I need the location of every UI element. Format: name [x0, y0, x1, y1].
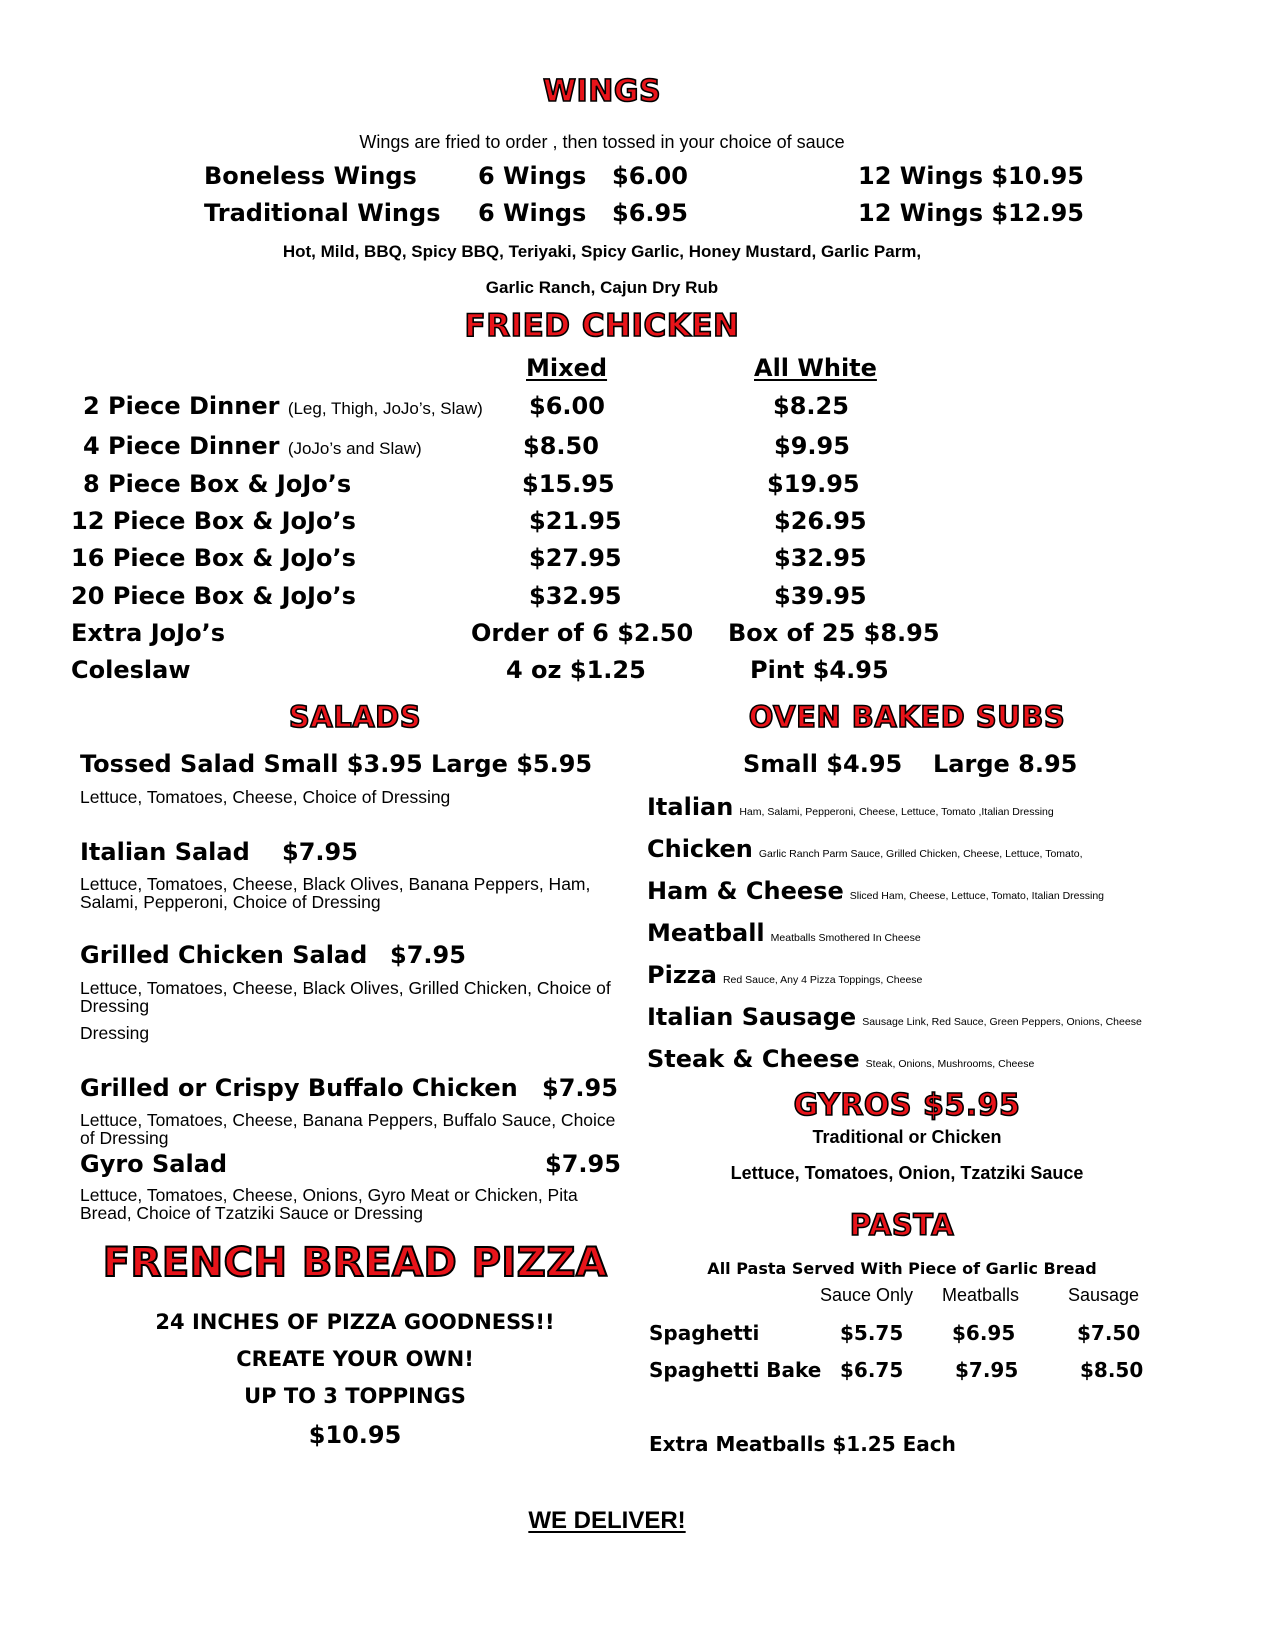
- salad-grilled-extra: Dressing: [80, 1023, 150, 1043]
- fried-chicken-row-white-price: $39.95: [774, 582, 867, 610]
- french-bread-pizza-line1: 24 INCHES OF PIZZA GOODNESS!!: [155, 1310, 555, 1334]
- wings-row-traditional-six: 6 Wings: [478, 199, 587, 227]
- pasta-row-name: Spaghetti Bake: [649, 1358, 822, 1382]
- fried-chicken-row-white-price: Box of 25 $8.95: [728, 619, 940, 647]
- sub-item-desc: Sliced Ham, Cheese, Lettuce, Tomato, Italian Dressing: [849, 890, 1105, 902]
- pasta-price-meatballs: $7.95: [955, 1358, 1019, 1382]
- salad-gyro-desc: Lettuce, Tomatoes, Cheese, Onions, Gyro Meat or Chicken, Pita Bread, Choice of Tzatziki Sauce or Dressing: [80, 1185, 578, 1223]
- pasta-price-sauce: $5.75: [840, 1321, 904, 1345]
- salad-italian-name: Italian Salad: [80, 838, 250, 866]
- sub-item: [647, 877, 1104, 905]
- pasta-note: All Pasta Served With Piece of Garlic Bread: [707, 1259, 1097, 1278]
- salad-italian-price: $7.95: [282, 838, 358, 866]
- salad-tossed-desc: Lettuce, Tomatoes, Cheese, Choice of Dressing: [80, 787, 451, 807]
- sub-item: [647, 919, 921, 947]
- sub-item: [647, 1003, 1142, 1031]
- fried-chicken-row-white-price: $19.95: [767, 470, 860, 498]
- sub-item-desc: Garlic Ranch Parm Sauce, Grilled Chicken, Cheese, Lettuce, Tomato,: [758, 848, 1083, 860]
- french-bread-pizza-line3: UP TO 3 TOPPINGS: [244, 1384, 466, 1408]
- fried-chicken-row-white-price: $9.95: [774, 432, 850, 460]
- salad-grilled-price: $7.95: [390, 941, 466, 969]
- salad-italian-desc: Lettuce, Tomatoes, Cheese, Black Olives, Banana Peppers, Ham, Salami, Pepperoni, Choice of Dressing: [80, 874, 591, 912]
- fried-chicken-row-name: Extra JoJo’s: [71, 619, 225, 647]
- wings-sauces-line1: Hot, Mild, BBQ, Spicy BBQ, Teriyaki, Spicy Garlic, Honey Mustard, Garlic Parm,: [282, 242, 922, 261]
- fried-chicken-row-name: 16 Piece Box & JoJo’s: [71, 544, 356, 572]
- we-deliver-footer: WE DELIVER!: [528, 1507, 686, 1534]
- salads-heading: SALADS: [288, 700, 422, 734]
- fried-chicken-row-white-price: $32.95: [774, 544, 867, 572]
- salad-grilled-name: Grilled Chicken Salad: [80, 941, 368, 969]
- sub-item: [647, 961, 922, 989]
- sub-item-name: Chicken: [647, 835, 753, 863]
- sub-item-desc: Meatballs Smothered In Cheese: [770, 932, 921, 944]
- pasta-col-sauce-only: Sauce Only: [820, 1285, 914, 1305]
- sub-item: [647, 1045, 1034, 1073]
- wings-heading: WINGS: [542, 74, 662, 109]
- sub-item: [647, 835, 1083, 863]
- wings-row-traditional-twelve: 12 Wings $12.95: [858, 199, 1084, 227]
- fried-chicken-row-white-price: $26.95: [774, 507, 867, 535]
- sub-item-name: Steak & Cheese: [647, 1045, 860, 1073]
- salad-grilled-desc: Lettuce, Tomatoes, Cheese, Black Olives, Grilled Chicken, Choice of Dressing: [80, 978, 611, 1016]
- pasta-price-sauce: $6.75: [840, 1358, 904, 1382]
- fried-chicken-row-mixed-price: $27.95: [529, 544, 622, 572]
- sub-item-desc: Ham, Salami, Pepperoni, Cheese, Lettuce, Tomato ,Italian Dressing: [739, 806, 1054, 818]
- subs-large-price: Large 8.95: [933, 750, 1078, 778]
- fried-chicken-row-mixed-price: $32.95: [529, 582, 622, 610]
- salad-buffalo-price: $7.95: [542, 1074, 618, 1102]
- fried-chicken-col-mixed: Mixed: [526, 354, 608, 382]
- fried-chicken-row-note: (Leg, Thigh, JoJo’s, Slaw): [287, 399, 483, 418]
- sub-item-name: Italian Sausage: [647, 1003, 857, 1031]
- gyros-line2: Lettuce, Tomatoes, Onion, Tzatziki Sauce: [730, 1163, 1084, 1183]
- fried-chicken-row-white-price: Pint $4.95: [750, 656, 889, 684]
- sub-item-name: Ham & Cheese: [647, 877, 844, 905]
- wings-row-boneless-six: 6 Wings: [478, 162, 587, 190]
- fried-chicken-row-note: (JoJo’s and Slaw): [287, 439, 422, 458]
- wings-subtitle: Wings are fried to order , then tossed in your choice of sauce: [359, 132, 845, 152]
- pasta-price-meatballs: $6.95: [952, 1321, 1016, 1345]
- wings-row-boneless-six-price: $6.00: [612, 162, 688, 190]
- fried-chicken-row-name: 20 Piece Box & JoJo’s: [71, 582, 356, 610]
- gyros-line1: Traditional or Chicken: [812, 1127, 1002, 1147]
- salad-gyro-name: Gyro Salad: [80, 1150, 228, 1178]
- pasta-col-sausage: Sausage: [1068, 1285, 1140, 1305]
- fried-chicken-row-mixed-price: $8.50: [523, 432, 599, 460]
- fried-chicken-row-name: 8 Piece Box & JoJo’s: [83, 470, 352, 498]
- pasta-heading: PASTA: [849, 1208, 955, 1242]
- wings-row-traditional-name: Traditional Wings: [204, 199, 441, 227]
- fried-chicken-row-name: 4 Piece Dinner (JoJo’s and Slaw): [83, 432, 422, 460]
- salad-gyro-price: $7.95: [545, 1150, 621, 1178]
- salad-buffalo-name: Grilled or Crispy Buffalo Chicken: [80, 1074, 518, 1102]
- fried-chicken-col-white: All White: [754, 354, 877, 382]
- sub-item-desc: Sausage Link, Red Sauce, Green Peppers, Onions, Cheese: [862, 1016, 1142, 1028]
- french-bread-pizza-price: $10.95: [308, 1421, 402, 1449]
- sub-item: [647, 793, 1054, 821]
- fried-chicken-row-mixed-price: $6.00: [529, 392, 605, 420]
- fried-chicken-row-white-price: $8.25: [773, 392, 849, 420]
- wings-sauces-line2: Garlic Ranch, Cajun Dry Rub: [485, 278, 719, 297]
- fried-chicken-row-name: 12 Piece Box & JoJo’s: [71, 507, 356, 535]
- fried-chicken-row-name: 2 Piece Dinner (Leg, Thigh, JoJo’s, Slaw): [83, 392, 483, 420]
- subs-heading: OVEN BAKED SUBS: [748, 700, 1066, 734]
- salad-buffalo-desc: Lettuce, Tomatoes, Cheese, Banana Peppers, Buffalo Sauce, Choice of Dressing: [80, 1110, 616, 1148]
- french-bread-pizza-heading: FRENCH BREAD PIZZA: [102, 1240, 608, 1286]
- fried-chicken-row-mixed-price: 4 oz $1.25: [506, 656, 646, 684]
- salad-tossed-title: Tossed Salad Small $3.95 Large $5.95: [80, 750, 593, 778]
- fried-chicken-row-mixed-price: $15.95: [522, 470, 615, 498]
- wings-row-boneless-twelve: 12 Wings $10.95: [858, 162, 1084, 190]
- wings-row-boneless-name: Boneless Wings: [204, 162, 417, 190]
- gyros-heading: GYROS $5.95: [793, 1088, 1021, 1123]
- sub-item-desc: Steak, Onions, Mushrooms, Cheese: [865, 1058, 1035, 1070]
- fried-chicken-row-mixed-price: Order of 6 $2.50: [471, 619, 694, 647]
- sub-item-name: Meatball: [647, 919, 765, 947]
- pasta-row-name: Spaghetti: [649, 1321, 760, 1345]
- sub-item-desc: Red Sauce, Any 4 Pizza Toppings, Cheese: [722, 974, 923, 986]
- french-bread-pizza-line2: CREATE YOUR OWN!: [236, 1347, 474, 1371]
- pasta-col-meatballs: Meatballs: [942, 1285, 1020, 1305]
- pasta-price-sausage: $7.50: [1077, 1321, 1141, 1345]
- sub-item-name: Italian: [647, 793, 734, 821]
- fried-chicken-row-name: Coleslaw: [71, 656, 191, 684]
- fried-chicken-heading: FRIED CHICKEN: [464, 308, 740, 344]
- wings-row-traditional-six-price: $6.95: [612, 199, 688, 227]
- fried-chicken-row-mixed-price: $21.95: [529, 507, 622, 535]
- subs-small-price: Small $4.95: [743, 750, 903, 778]
- sub-item-name: Pizza: [647, 961, 717, 989]
- pasta-price-sausage: $8.50: [1080, 1358, 1144, 1382]
- pasta-extra-meatballs: Extra Meatballs $1.25 Each: [649, 1432, 956, 1456]
